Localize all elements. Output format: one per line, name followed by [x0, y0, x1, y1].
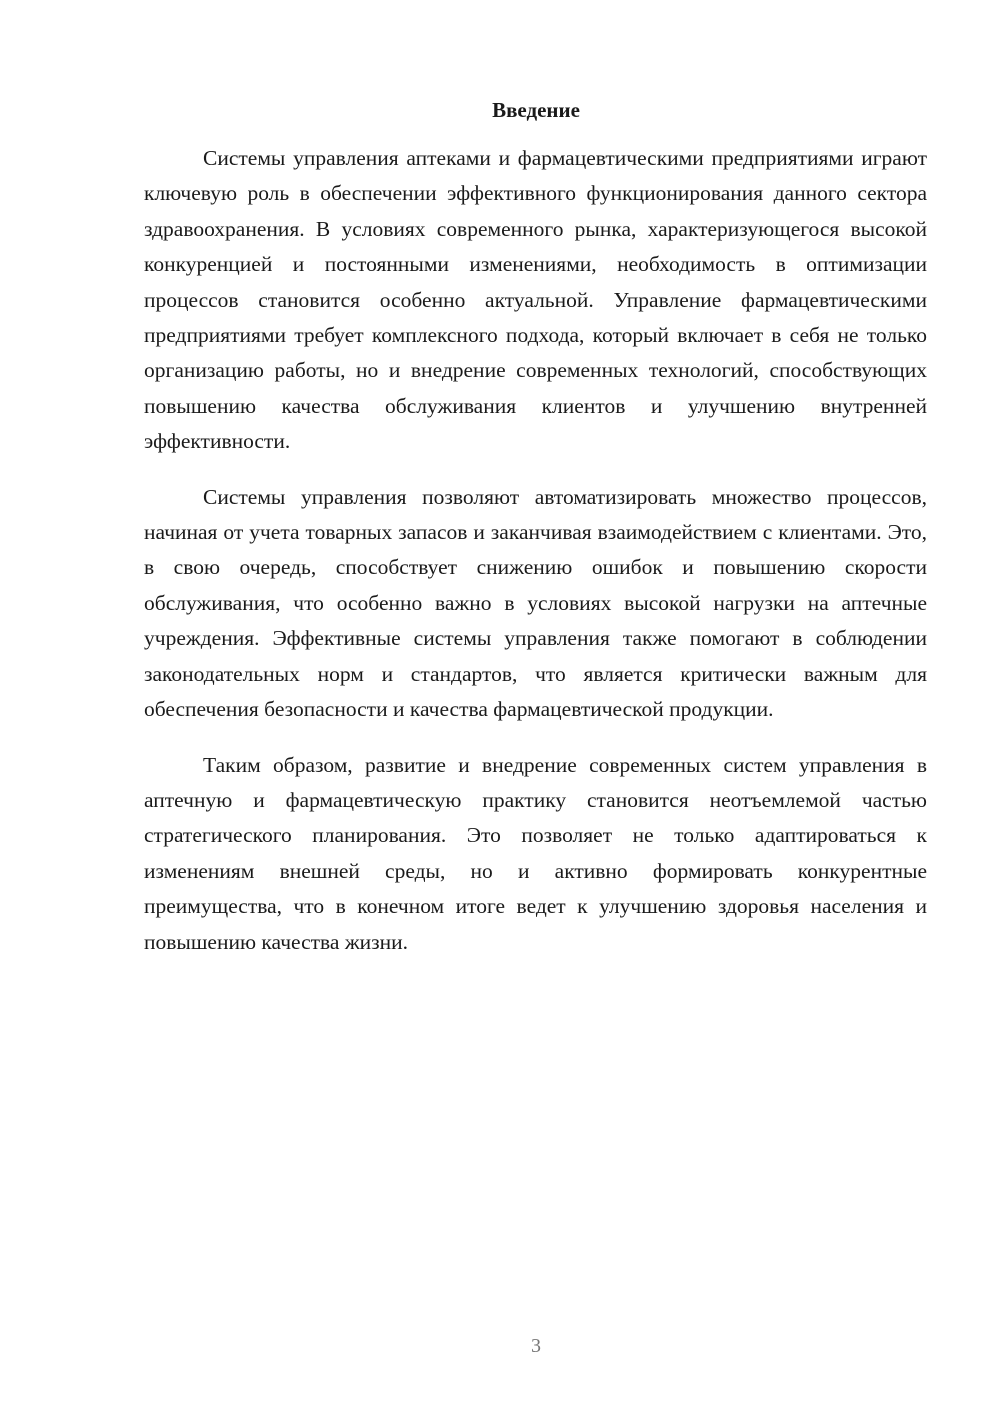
page-number: 3 — [531, 1335, 541, 1357]
paragraph-3: Таким образом, развитие и внедрение современных систем управления в аптечную и фармацевтическую практику становится неотъемлемой частью стратегического планирования. Это позволяет не только адаптироваться к изменениям внешней среды, но и активно формировать конкурентные преимущества, что в конечном итоге ведет к улучшению здоровья населения и повышению качества жизни. — [144, 752, 927, 954]
paragraph-1: Системы управления аптеками и фармацевтическими предприятиями играют ключевую роль в обеспечении эффективного функционирования данного сектора здравоохранения. В условиях современного рынка, характеризующегося высокой конкуренцией и постоянными изменениями, необходимость в оптимизации процессов становится особенно актуальной. Управление фармацевтическими предприятиями требует комплексного подхода, который включает в себя не только организацию работы, но и внедрение современных технологий, способствующих повышению качества обслуживания клиентов и улучшению внутренней эффективности. — [144, 146, 927, 454]
section-heading: Введение — [492, 98, 580, 122]
paragraph-2: Системы управления позволяют автоматизировать множество процессов, начиная от учета товарных запасов и заканчивая взаимодействием с клиентами. Это, в свою очередь, способствует снижению ошибок и повышению скорости обслуживания, что особенно важно в условиях высокой нагрузки на аптечные учреждения. Эффективные системы управления также помогают в соблюдении законодательных норм и стандартов, что является критически важным для обеспечения безопасности и качества фармацевтической продукции. — [144, 484, 927, 722]
body-text — [144, 141, 927, 980]
